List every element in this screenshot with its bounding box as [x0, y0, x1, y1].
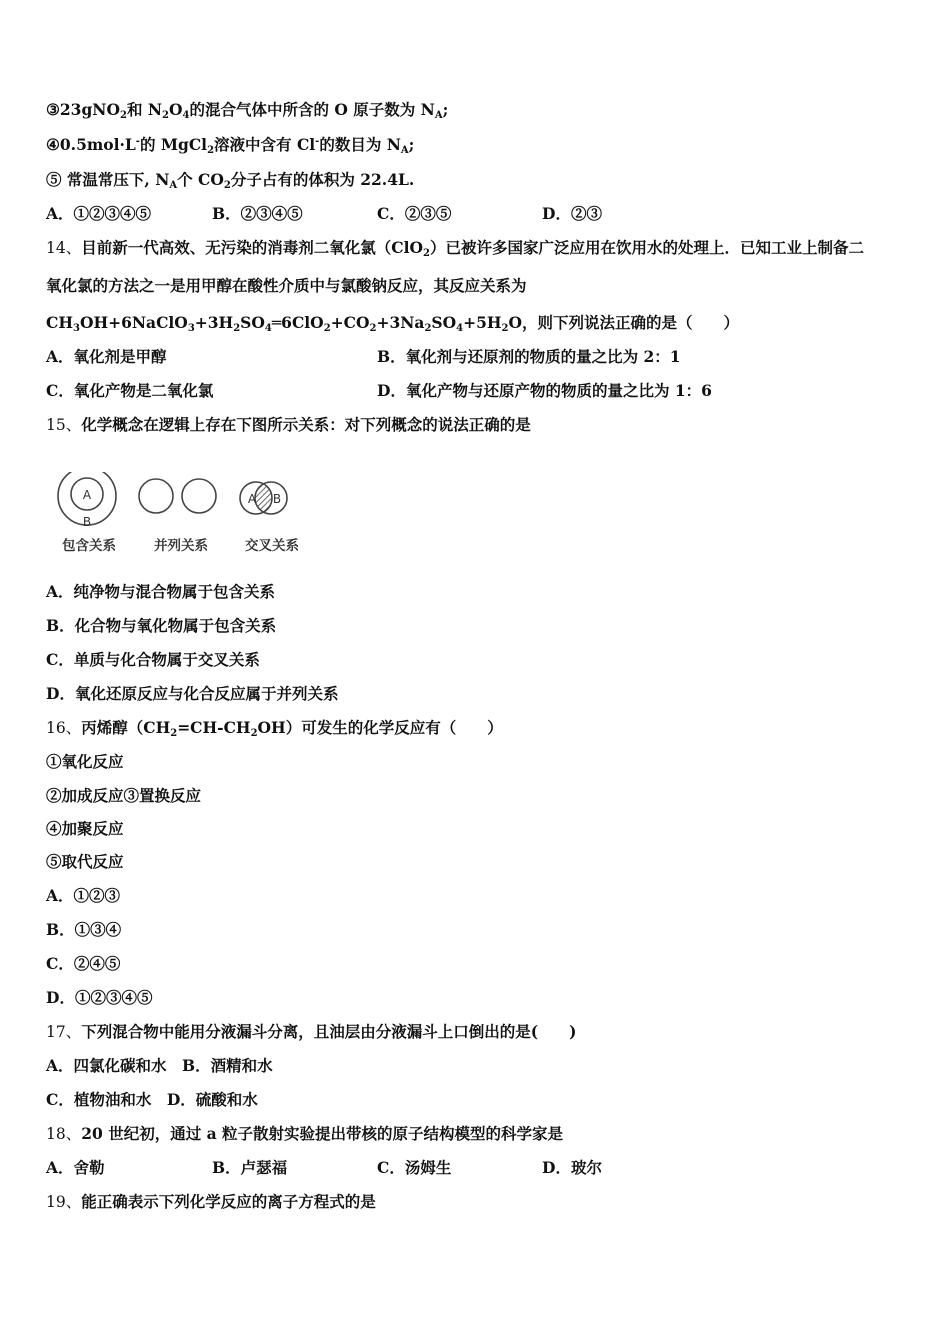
q16-item-5: ⑤取代反应	[46, 852, 124, 871]
q14-option-d[interactable]: D．氧化产物与还原产物的物质的量之比为 1：6	[377, 381, 712, 400]
q14-equation: $CH_3OH+6NaClO_3+3H_2SO_4═6ClO_2+CO_2+3Na_2SO_4+5H_2O$，则下列说法正确的是（ ）	[46, 313, 739, 334]
q16-stem: 16、丙烯醇$(CH_2=CH-CH_2OH)$可发生的化学反应有（ ）	[46, 718, 503, 739]
q13-option-b[interactable]: B．②③④⑤	[212, 204, 303, 223]
q16-item-1: ①氧化反应	[46, 752, 124, 771]
q18-stem: 18、20 世纪初，通过 a 粒子散射实验提出带核的原子结构模型的科学家是	[46, 1124, 564, 1143]
q14-option-c[interactable]: C．氧化产物是二氧化氯	[46, 381, 214, 400]
q16-item-2: ②加成反应③置换反应	[46, 786, 202, 805]
diagram-label-containment: 包含关系	[62, 538, 116, 554]
q13-item-5: ⑤ 常温常压下, $N_A$个 $CO_2$分子占有的体积为 22.4L.	[46, 170, 415, 191]
q15-option-a[interactable]: A．纯净物与混合物属于包含关系	[46, 582, 276, 601]
q18-option-a[interactable]: A．舍勒	[46, 1158, 105, 1177]
q16-option-a[interactable]: A．①②③	[46, 886, 121, 905]
q18-option-c[interactable]: C．汤姆生	[377, 1158, 452, 1177]
q17-options-ab[interactable]: A．四氯化碳和水 B．酒精和水	[46, 1056, 273, 1075]
q15-stem: 15、化学概念在逻辑上存在下图所示关系：对下列概念的说法正确的是	[46, 415, 531, 434]
q13-item-3: ③23gNO$_2$和 $N_2O_4$的混合气体中所含的 O 原子数为 $N_A$;	[46, 100, 449, 121]
parallel-circle-left	[139, 479, 173, 513]
q13-item-4: ④0.5mol·L-的 MgCl$_2$溶液中含有 Cl-的数目为 $N_A$;	[46, 135, 415, 156]
intersect-label-b: B	[272, 492, 282, 506]
q15-option-d[interactable]: D．氧化还原反应与化合反应属于并列关系	[46, 684, 339, 703]
containment-label-b: B	[82, 515, 92, 529]
parallel-circle-right	[182, 479, 216, 513]
q19-stem: 19、能正确表示下列化学反应的离子方程式的是	[46, 1192, 376, 1211]
q15-option-c[interactable]: C．单质与化合物属于交叉关系	[46, 650, 260, 669]
intersection-diagram	[240, 482, 287, 514]
parallel-diagram	[139, 479, 216, 513]
q14-option-a[interactable]: A．氧化剂是甲醇	[46, 347, 167, 366]
diagram-label-parallel: 并列关系	[154, 538, 208, 554]
diagram-label-intersection: 交叉关系	[245, 538, 299, 554]
containment-label-a: A	[82, 488, 92, 502]
q13-option-d[interactable]: D．②③	[542, 204, 602, 223]
q14-stem-line1: 14、目前新一代高效、无污染的消毒剂二氧化氯（ClO$_2$）已被许多国家广泛应用在饮用水的处理上．已知工业上制备二	[46, 238, 864, 259]
q18-option-d[interactable]: D．玻尔	[542, 1158, 602, 1177]
q15-option-b[interactable]: B．化合物与氧化物属于包含关系	[46, 616, 277, 635]
q17-stem: 17、下列混合物中能用分液漏斗分离，且油层由分液漏斗上口倒出的是( )	[46, 1022, 577, 1041]
q13-option-a[interactable]: A．①②③④⑤	[46, 204, 152, 223]
q13-option-c[interactable]: C．②③⑤	[377, 204, 452, 223]
intersect-label-a: A	[247, 492, 257, 506]
q14-option-b[interactable]: B．氧化剂与还原剂的物质的量之比为 2：1	[377, 347, 681, 366]
q16-option-d[interactable]: D．①②③④⑤	[46, 988, 153, 1007]
q14-stem-line2: 氧化氯的方法之一是用甲醇在酸性介质中与氯酸钠反应，其反应关系为	[46, 276, 527, 295]
containment-diagram	[58, 472, 116, 529]
q17-options-cd[interactable]: C．植物油和水 D．硫酸和水	[46, 1090, 258, 1109]
q18-option-b[interactable]: B．卢瑟福	[212, 1158, 288, 1177]
q16-item-4: ④加聚反应	[46, 819, 124, 838]
q16-option-b[interactable]: B．①③④	[46, 920, 122, 939]
q16-option-c[interactable]: C．②④⑤	[46, 954, 121, 973]
